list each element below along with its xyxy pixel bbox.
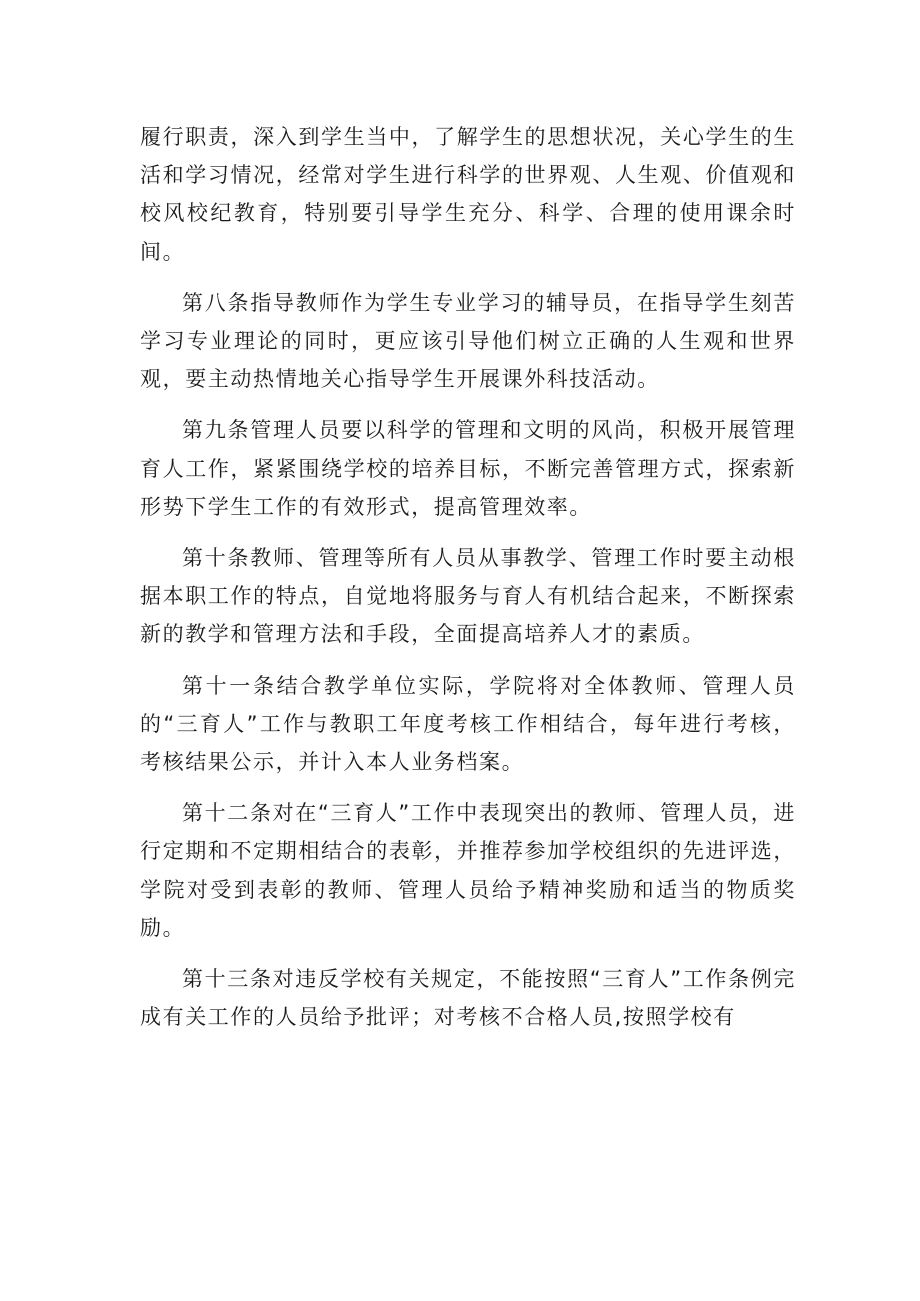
paragraph-article-10: 第十条教师、管理等所有人员从事教学、管理工作时要主动根据本职工作的特点，自觉地将服务与育人有机结合起来，不断探索新的教学和管理方法和手段，全面提高培养人才的素质。 [140,546,796,647]
paragraph-article-8: 第八条指导教师作为学生专业学习的辅导员，在指导学生刻苦学习专业理论的同时，更应该引导他们树立正确的人生观和世界观，要主动热情地关心指导学生开展课外科技活动。 [140,290,796,392]
paragraph-article-9: 第九条管理人员要以科学的管理和文明的风尚，积极开展管理育人工作，紧紧围绕学校的培养目标，不断完善管理方式，探索新形势下学生工作的有效形式，提高管理效率。 [140,418,796,519]
paragraph-continuation: 履行职责，深入到学生当中，了解学生的思想状况，关心学生的生活和学习情况，经常对学生进行科学的世界观、人生观、价值观和校风校纪教育，特别要引导学生充分、科学、合理的使用课余时间。 [140,125,796,264]
paragraph-article-13: 第十三条对违反学校有关规定，不能按照“三育人”工作条例完成有关工作的人员给予批评；对考核不合格人员,按照学校有 [140,967,796,1030]
paragraph-article-12: 第十二条对在“三育人”工作中表现突出的教师、管理人员，进行定期和不定期相结合的表彰，并推荐参加学校组织的先进评选，学院对受到表彰的教师、管理人员给予精神奖励和适当的物质奖励。 [140,801,796,940]
paragraph-article-11: 第十一条结合教学单位实际，学院将对全体教师、管理人员的“三育人”工作与教职工年度考核工作相结合，每年进行考核，考核结果公示，并计入本人业务档案。 [140,673,796,775]
